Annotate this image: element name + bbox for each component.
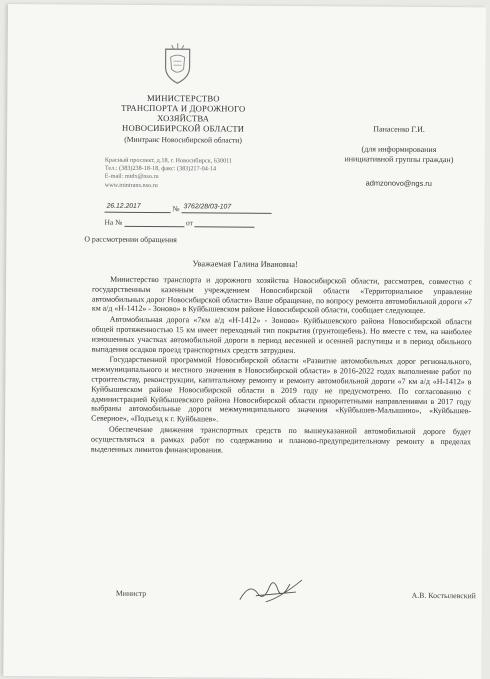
body-paragraph: Государственной программой Новосибирской области «Развитие автомобильных дорог регионального, межмуниципального и местного значения в Новосибирской области» в 2016-2022 годах выполнение работ по строительству, реконструкции, капитальному ремонту и ремонту автомобильной дороги «7 км а/д «Н-1412» в Куйбышевском районе Новосибирской области в 2019 году не предусмотрено. По согласованию с администрацией Куйбышевского района Новосибирской области приоритетными направлениями в 2017 году выбраны автомобильные дороги межмуниципального значения «Куйбышев-Малышино», «Куйбышев-Северное», «Подъезд к г. Куйбышев». [91,355,472,424]
registration-number-label: № [172,204,180,214]
reference-date-field [195,217,255,227]
letter-page [3,4,486,679]
reference-line [104,217,254,228]
signatory-position: Министр [115,588,147,598]
ministry-line: МИНИСТЕРСТВО [146,92,220,104]
coat-of-arms-icon [159,43,195,85]
recipient-note-line: инициативной группы граждан) [344,154,454,165]
letter-subject: О рассмотрении обращения [84,234,177,245]
ministry-address [105,157,255,191]
address-line: Красный проспект, д.18, г. Новосибирск, 630011 [104,156,233,165]
recipient-block [319,124,479,189]
reference-number-label: На № [104,217,123,227]
ministry-line: НОВОСИБИРСКОЙ ОБЛАСТИ [122,122,245,134]
ministry-line: ТРАНСПОРТА И ДОРОЖНОГО [121,102,246,114]
recipient-email: admzonovo@ngs.ru [365,178,432,188]
letter-greeting: Уважаемая Галина Ивановна! [192,259,298,270]
reference-number-field [124,217,184,227]
ministry-short-name: (Минтранс Новосибирской области) [124,134,242,145]
body-paragraph: Обеспечение движения транспортных средств по вышеуказанной автомобильной дороге будет осуществляться в рамках работ по содержанию и планово-предупредительному ремонту в пределах выделенных лимитов финансирования. [90,424,472,455]
ministry-line: ХОЗЯЙСТВА [157,113,210,124]
address-line: E-mail: mtdx@nso.ru [104,173,159,181]
address-line: Тел.: (383)238-18-18, факс: (383)217-04-14 [104,164,217,173]
body-paragraph: Министерство транспорта и дорожного хозяйства Новосибирской области, рассмотрев, совместно с государственным казенным учреждением Новосибирской области «Территориальное управление автомобильных дорог Новосибирской области» Ваше обращение, по вопросу ремонта автомобильной дороги «7 км а/д «Н-1412» - Зоново» в Куйбышевском районе Новосибирской области, сообщает следующее. [91,274,473,316]
recipient-note-line: (для информирования [361,144,437,154]
ministry-header [103,93,263,146]
letter-body [91,275,472,458]
reference-date-label: от [185,218,193,228]
registration-line [105,203,272,214]
registration-number: 3762/28/03-107 [181,203,271,214]
signature-block [116,589,476,601]
body-paragraph: Автомобильная дорога «7км а/д «Н-1412» - Зоново» Куйбышевского района Новосибирской области общей протяженностью 15 км имеет переходный тип покрытия (грунтощебень). Но вместе с тем, на наиболее изношенных участках автомобильной дороги в период весенней и осенней распутицы и в период обильного выпадения осадков проезд транспортных средств затруднен. [91,314,472,355]
address-line: www.mintrans.nso.ru [104,181,158,189]
registration-date: 26.12.2017 [105,203,171,213]
signatory-name: А.В. Костылевский [411,590,476,601]
recipient-name: Панасенко Г.И. [373,124,425,134]
